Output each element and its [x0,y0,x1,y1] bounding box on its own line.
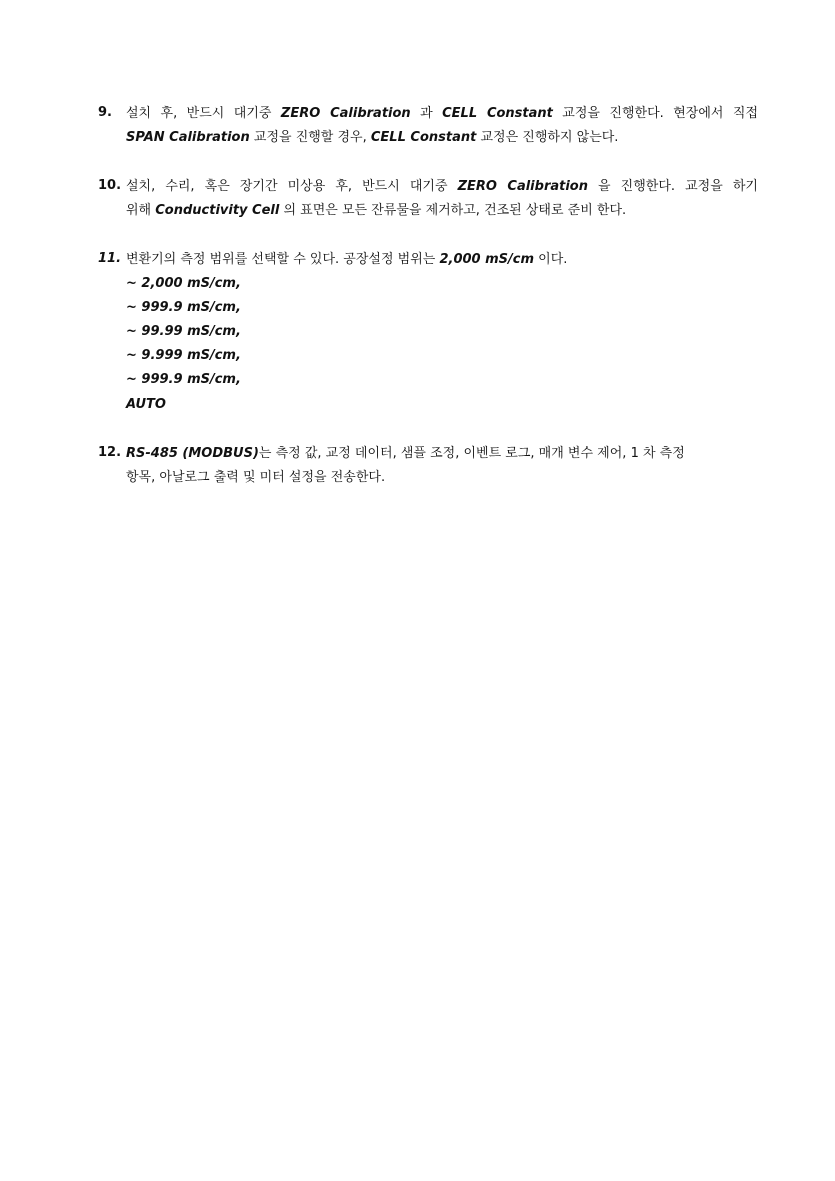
range-option: ~ 9.999 mS/cm, [126,348,241,363]
range-option: AUTO [126,397,166,412]
range-option: ~ 999.9 mS/cm, [126,300,241,315]
item-10-line-2: 위해 Conductivity Cell 의 표면은 모든 잔류물을 제거하고, 건조된 상태로 준비 한다. [126,203,627,218]
item-9-line-1: 설치 후, 반드시 대기중 ZERO Calibration 과 CELL Constant 교정을 진행한다. 현장에서 직접 [126,106,759,121]
range-option: ~ 2,000 mS/cm, [126,276,241,291]
range-option: ~ 99.99 mS/cm, [126,324,241,339]
item-12-line-2: 항목, 아날로그 출력 및 미터 설정을 전송한다. [126,470,386,485]
range-option: ~ 999.9 mS/cm, [126,372,241,387]
item-10-line-1: 설치, 수리, 혹은 장기간 미상용 후, 반드시 대기중 ZERO Calibration 을 진행한다. 교정을 하기 [126,179,758,194]
item-12-line-1: RS-485 (MODBUS)는 측정 값, 교정 데이터, 샘플 조정, 이벤트 로그, 매개 변수 제어, 1 차 측정 [126,446,685,461]
item-11-line-1: 변환기의 측정 범위를 선택할 수 있다. 공장설정 범위는 2,000 mS/cm 이다. [126,252,568,267]
item-9-line-2: SPAN Calibration 교정을 진행할 경우, CELL Constant 교정은 진행하지 않는다. [126,130,619,145]
item-number: 9. [98,105,112,120]
item-number: 11. [98,251,122,266]
item-number: 12. [98,445,122,460]
item-number: 10. [98,178,122,193]
